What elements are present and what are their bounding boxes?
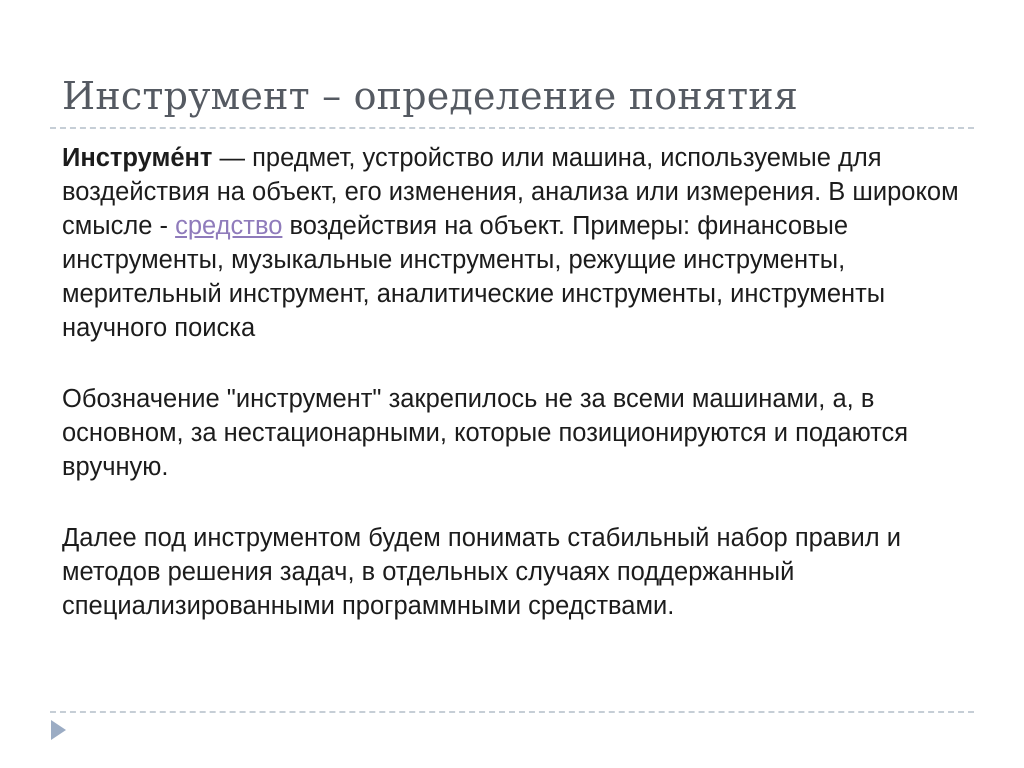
title-divider	[50, 127, 974, 129]
paragraph-further: Далее под инструментом будем понимать стабильный набор правил и методов решения задач, в отдельных случаях поддержанный специализированными программными средствами.	[62, 524, 901, 620]
definition-text-before-link: — предмет, устройство или машина, используемые для воздействия на объект, его изменения, анализа или измерения. В широком смысле -	[62, 144, 959, 240]
paragraph-designation: Обозначение "инструмент" закрепилось не за всеми машинами, а, в основном, за нестационарными, которые позиционируются и подаются вручную.	[62, 385, 909, 481]
definition-text-after-link: воздействия на объект. Примеры: финансовые инструменты, музыкальные инструменты, режущие инструменты, мерительный инструмент, аналитические инструменты, инструменты научного поиска	[62, 212, 886, 342]
link-sredstvo[interactable]: средство	[175, 212, 283, 240]
slide-body	[62, 141, 962, 660]
term-instrument: Инструме́нт	[62, 144, 213, 172]
slide-title: Инструмент – определение понятия	[62, 74, 798, 118]
footer-divider	[50, 711, 974, 713]
paragraph-definition	[62, 141, 962, 345]
play-triangle-icon[interactable]	[51, 720, 66, 740]
